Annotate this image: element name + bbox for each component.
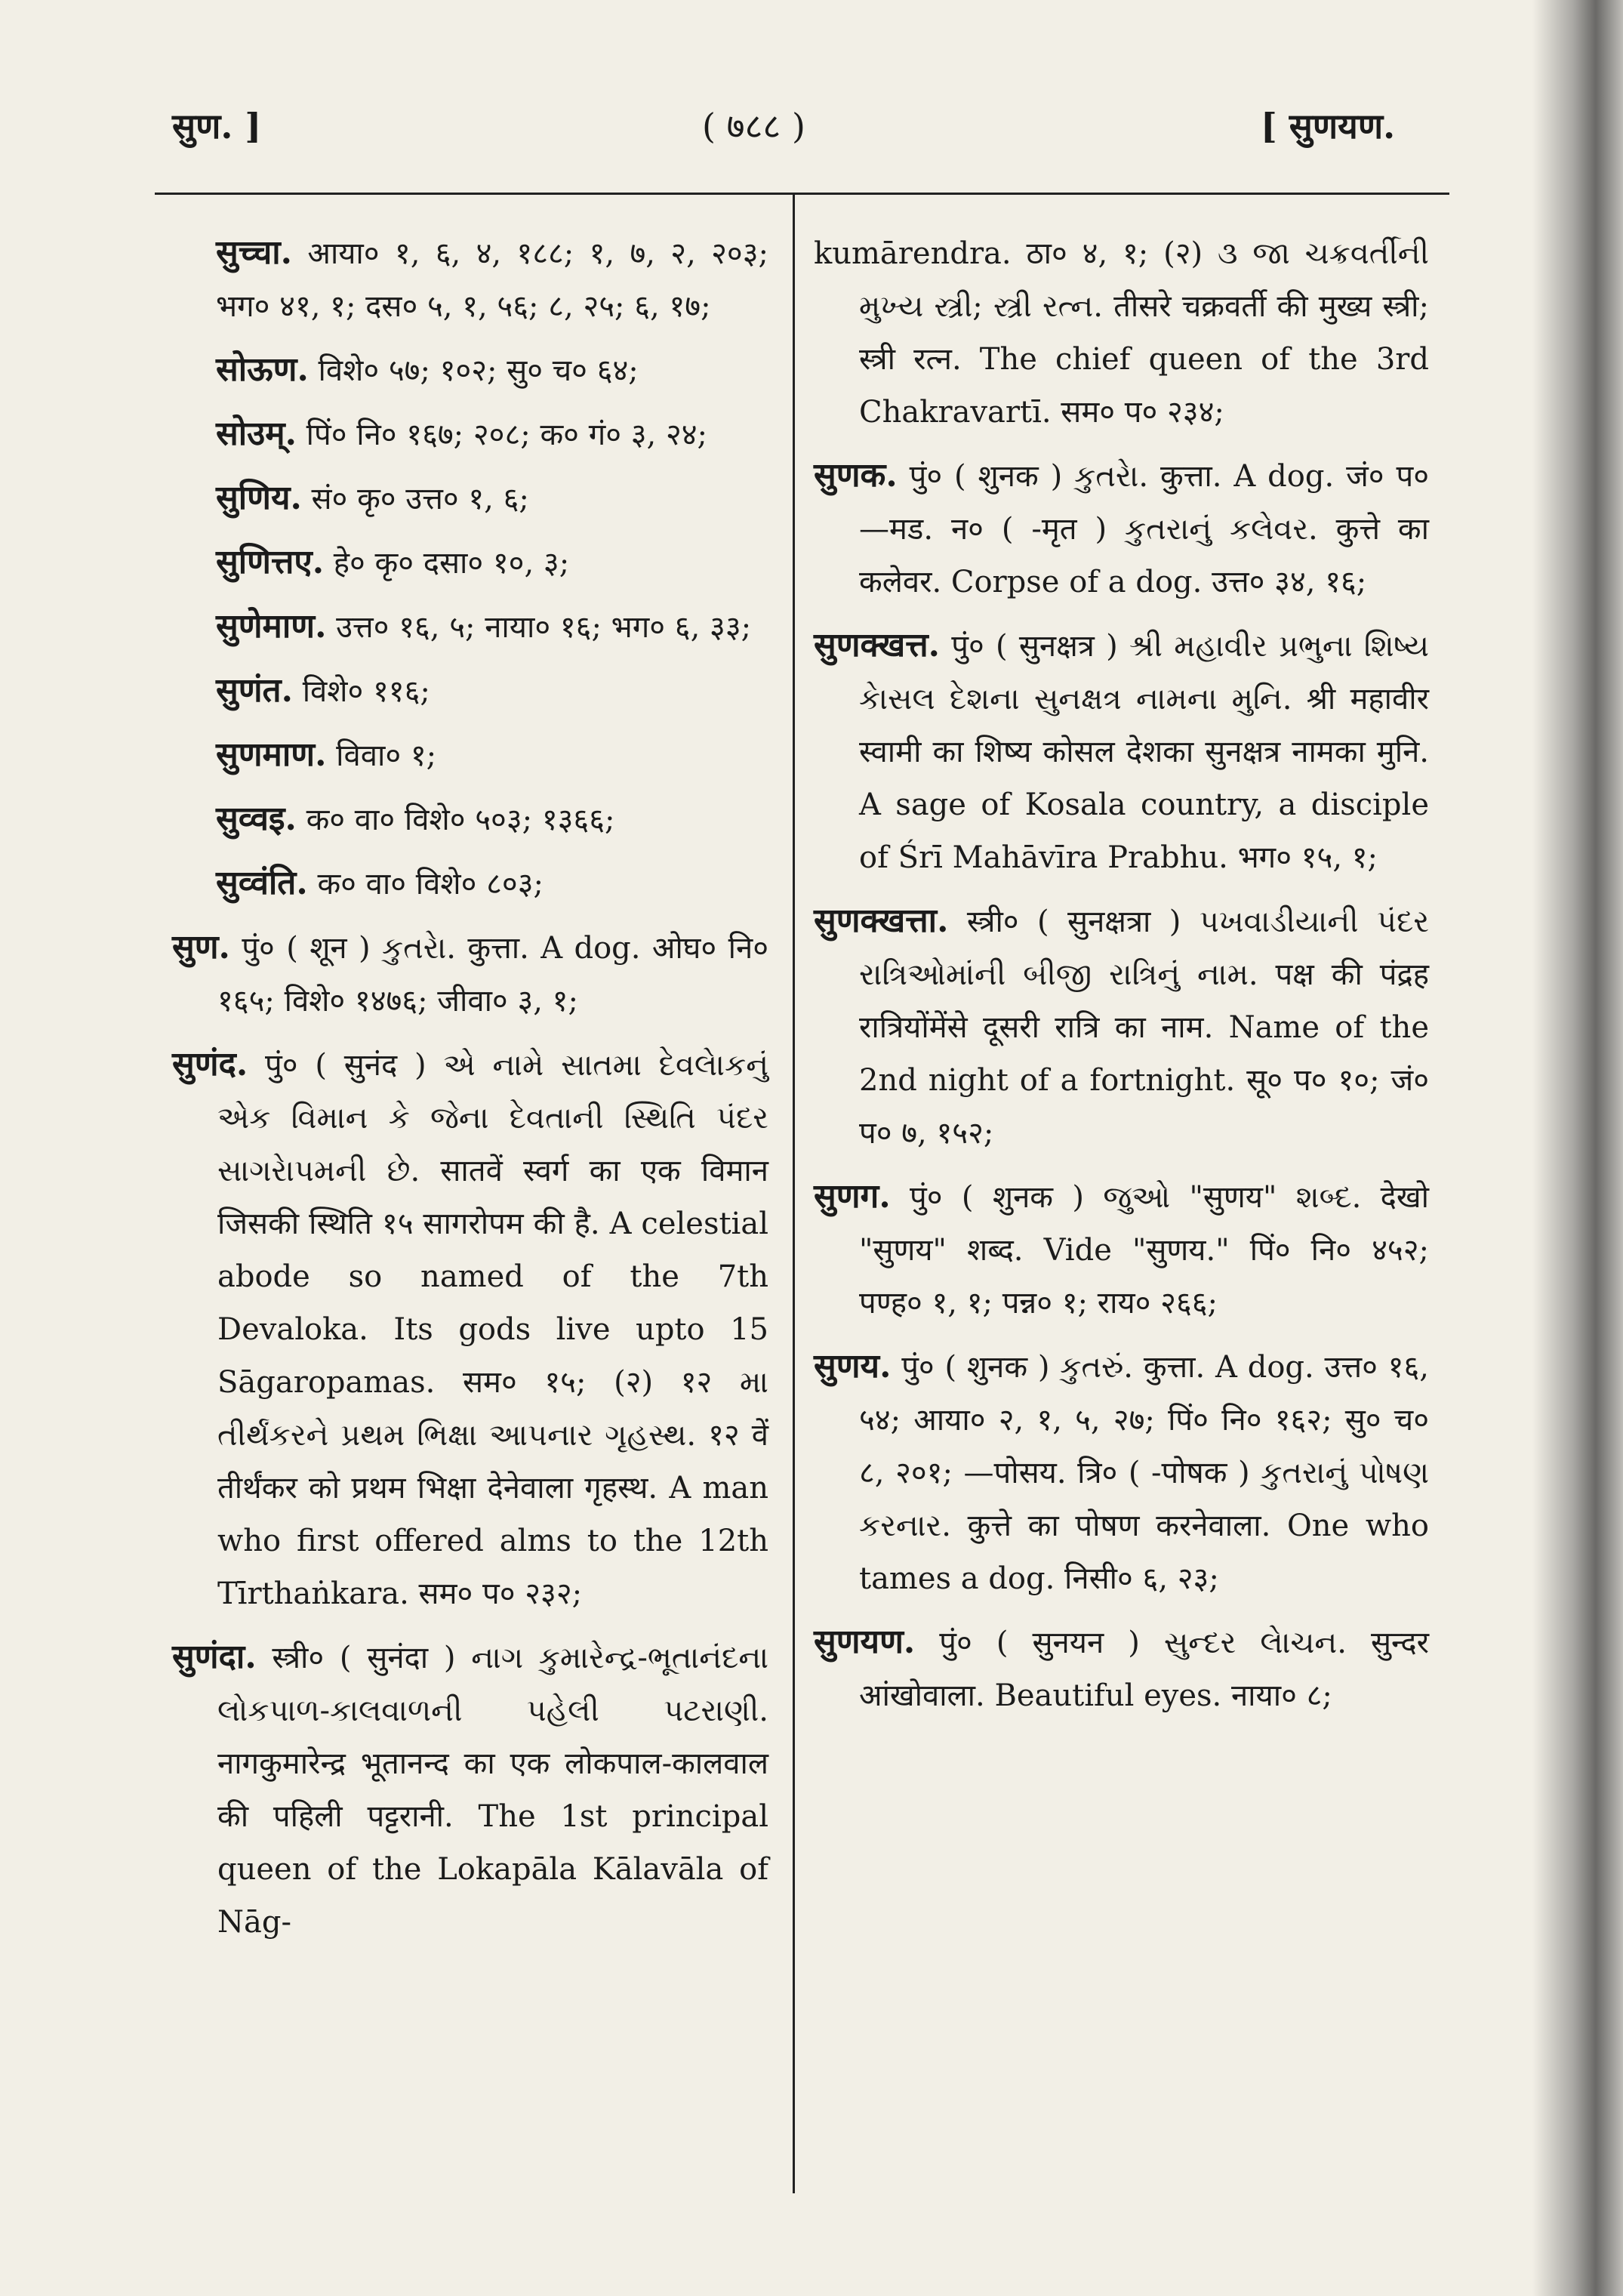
headword: सुणेमाण. (216, 607, 327, 646)
headword: सुणमाण. (216, 735, 327, 774)
dictionary-entry (172, 921, 768, 1028)
dictionary-subentry (172, 729, 768, 782)
headword: सुव्वंति. (216, 864, 308, 902)
headword: सुणक्खत्त. (814, 626, 940, 664)
dictionary-entry (814, 449, 1429, 609)
entry-text: पुं० ( शुनक ) જુઓ "सुणय" શબ્દ. देखो "सुणय" शब्द. Vide "सुणय." पिं० नि० ४५२; पण्ह० १, १; पन्न० १; राय० २६६; (859, 1180, 1430, 1321)
headword: सुणंद. (172, 1045, 248, 1083)
entry-text: विशे० ११६; (302, 674, 430, 709)
entry-text: स्त्री० ( सुनक्षत्रा ) પખવાડીયાની પંદર રાત્રિઓમાંની બીજી રાત્રિનું નામ. पक्ष की पंद्रह रात्रियोंमेंसे दूसरी रात्रि का नाम. Name of the 2nd night of a fortnight. सू० प० १०; जं० प० ७, १५२; (859, 905, 1429, 1151)
dictionary-subentry (172, 344, 768, 397)
headword: सुच्चा. (216, 233, 292, 272)
entry-text: विशे० ५७; १०२; सु० च० ६४; (318, 353, 639, 388)
right-column (814, 227, 1429, 1733)
headword: सुणिय. (216, 479, 302, 517)
entry-text: पुं० ( शून ) કુતરેા. कुत्ता. A dog. ओघ० नि० १६५; विशे० १४७६; जीवा० ३, १; (217, 931, 768, 1019)
headword: सुणंत. (216, 671, 293, 710)
dictionary-subentry (172, 600, 768, 654)
column-divider (793, 193, 795, 2193)
entry-text: पुं० ( शुनक ) કુતરું. कुत्ता. A dog. उत्त० १६, ५४; आया० २, १, ५, २७; पिं० नि० १६२; सु० च० ८, २०१; —पोसय. त्रि० ( -पोषक ) કુતરાનું પોષણ કરનાર. कुत्ते का पोषण करनेवाला. One who tames a dog. निसी० ६, २३; (859, 1350, 1429, 1596)
entry-text: आया० १, ६, ४, १८८; १, ७, २, २०३; भग० ४१, १; दस० ५, १, ५६; ८, २५; ६, १७; (216, 236, 768, 324)
headword: सुण. (172, 928, 230, 966)
entry-text: kumārendra. ठा० ४, १; (२) ૩ જા ચક્રવર્તીની મુખ્ય સ્ત્રી; સ્ત્રી રત્ન. तीसरे चक्रवर्ती की मुख्य स्त्री; स्त्री रत्न. The chief queen of the 3rd Chakravartī. सम० प० २३४; (814, 236, 1429, 430)
entry-text: स्त्री० ( सुनंदा ) નાગ કુમારેન્દ્ર-ભૂતાનંદના લોકપાળ-કાલવાળની પહેલી પટરાણી. नागकुमारेन्द्र भूतानन्द का एक लोकपाल-कालवाल की पहिली पट्टरानी. The 1st principal queen of the Lokapāla Kālavāla of Nāg- (217, 1641, 768, 1940)
header-left-guideword: सुण. ] (172, 106, 262, 146)
entry-text: उत्त० १६, ५; नाया० १६; भग० ६, ३३; (336, 610, 752, 645)
headword: सुणंदा. (172, 1638, 257, 1676)
dictionary-subentry (172, 793, 768, 846)
dictionary-subentry (172, 472, 768, 525)
dictionary-entry (814, 1616, 1429, 1722)
headword: सुणक्खत्ता. (814, 901, 949, 940)
dictionary-entry (814, 1170, 1429, 1330)
dictionary-entry (172, 1631, 768, 1949)
dictionary-subentry (172, 536, 768, 590)
header-right-guideword: [ सुणयण. (1261, 106, 1396, 146)
dictionary-entry (814, 895, 1429, 1160)
headword: सुव्वइ. (216, 800, 297, 838)
dictionary-entry (172, 1038, 768, 1620)
dictionary-subentry (172, 664, 768, 718)
page-header (0, 102, 1548, 162)
entry-text: पिं० नि० १६७; २०८; क० गं० ३, २४; (306, 418, 708, 452)
entry-text: सं० कृ० उत्त० १, ६; (311, 482, 529, 516)
dictionary-entry-continuation (814, 227, 1429, 439)
entry-text: हे० कृ० दसा० १०, ३; (333, 546, 570, 581)
dictionary-subentry (172, 227, 768, 333)
entry-text: क० वा० विशे० ५०३; १३६६; (306, 803, 615, 837)
headword: सुणयण. (814, 1623, 916, 1661)
dictionary-entry (814, 619, 1429, 884)
headword: सोऊण. (216, 350, 309, 389)
headword: सोउम्. (216, 415, 297, 453)
page-gutter-shadow (1532, 0, 1623, 2296)
dictionary-subentry (172, 857, 768, 911)
entry-text: पुं० ( सुनक्षत्र ) શ્રી મહાવીર પ્રભુના શિષ્ય કેાસલ દેશના સુનક્ષત્ર નામના મુનિ. श्री महावीर स्वामी का शिष्य कोसल देशका सुनक्षत्र नामका मुनि. A sage of Kosala country, a disciple of Śrī Mahāvīra Prabhu. भग० १५, १; (859, 629, 1429, 875)
dictionary-subentry (172, 408, 768, 461)
page-number: ( ७८८ ) (702, 106, 805, 146)
entry-text: पुं० ( सुनयन ) સુન્દર લેાચન. सुन्दर आंखोवाला. Beautiful eyes. नाया० ८; (859, 1626, 1429, 1713)
headword: सुणक. (814, 456, 898, 495)
headword: सुणित्तए. (216, 543, 325, 581)
dictionary-entry (814, 1340, 1429, 1605)
headword: सुणय. (814, 1347, 892, 1385)
entry-text: पुं० ( शुनक ) કુતરેા. कुत्ता. A dog. जं० प० —मड. न० ( -मृत ) કુતરાનું કલેવર. कुत्ते का कलेवर. Corpse of a dog. उत्त० ३४, १६; (859, 459, 1429, 599)
entry-text: क० वा० विशे० ८०३; (317, 867, 544, 901)
header-rule (155, 193, 1449, 195)
entry-text: विवा० १; (336, 738, 437, 773)
entry-text: पुं० ( सुनंद ) એ નામે સાતમા દેવલેાકનું એક વિમાન કે જેના દેવતાની સ્થિતિ પંદર સાગરેાપમની છે. सातवें स्वर्ग का एक विमान जिसकी स्थिति १५ सागरोपम की है. A celestial abode so named of the 7th Devaloka. Its gods live upto 15 Sāgaropamas. सम० १५; (२) १२ મા તીર્થંકરને પ્રથમ ભિક્ષા આપનાર ગૃહસ્થ. १२ वें तीर्थंकर को प्रथम भिक्षा देनेवाला गृहस्थ. A man who first offered alms to the 12th Tīrthaṅkara. सम० प० २३२; (217, 1048, 768, 1611)
left-column (172, 227, 768, 1959)
headword: सुणग. (814, 1177, 891, 1216)
